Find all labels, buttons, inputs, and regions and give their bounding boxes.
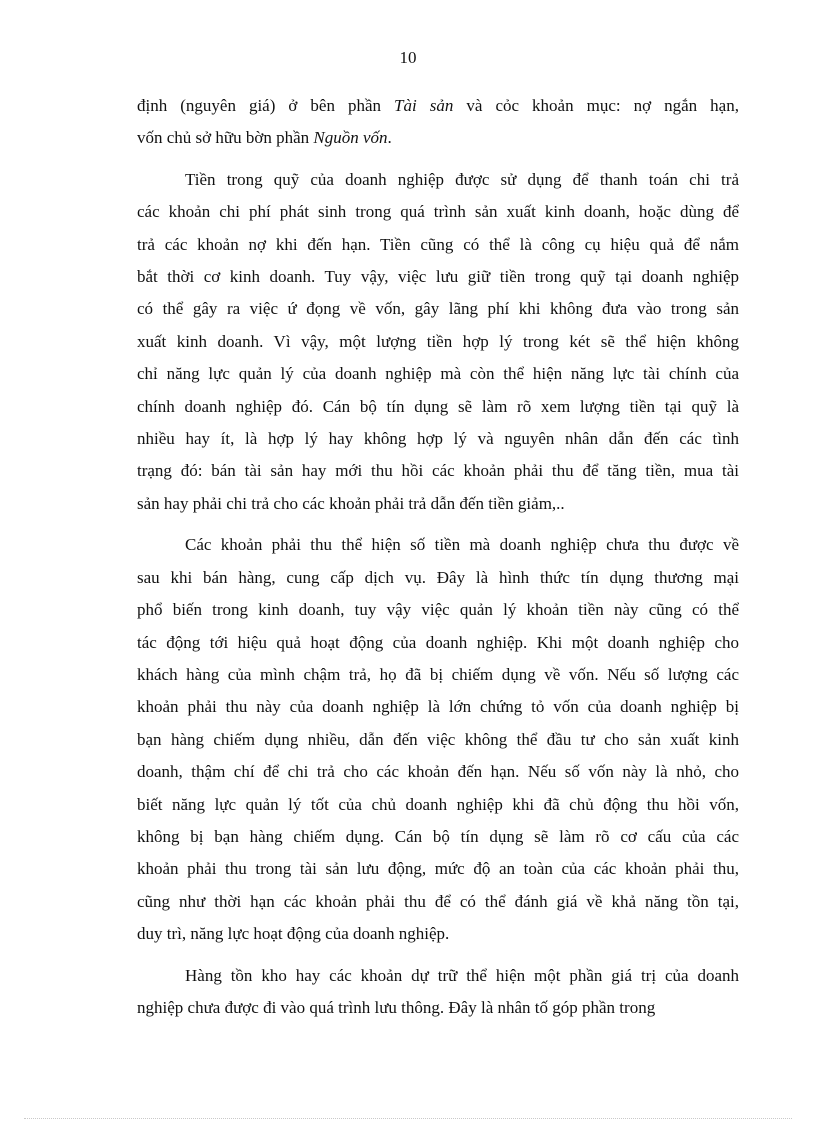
text-line: Hàng tồn kho hay các khoản dự trữ thể hiện một phần giá trị của doanh <box>185 965 739 985</box>
paragraph-4 <box>137 960 739 1025</box>
text-line: có thể gây ra việc ứ đọng về vốn, gây lãng phí khi không đưa vào trong sản <box>137 299 739 319</box>
text-line: trạng đó: bán tài sản hay mới thu hồi các khoản phải thu để tăng tiền, mua tài <box>137 461 739 481</box>
italic-term: Tài sản <box>394 96 454 115</box>
text-line: phổ biến trong kinh doanh, tuy vậy việc quản lý khoản tiền này cũng có thể <box>137 600 739 620</box>
text-line: bạn hàng chiếm dụng nhiều, dẫn đến việc không thể đầu tư cho sản xuất kinh <box>137 729 739 749</box>
text-line: Các khoản phải thu thể hiện số tiền mà doanh nghiệp chưa thu được về <box>185 535 739 555</box>
text-line: xuất kinh doanh. Vì vậy, một lượng tiền hợp lý trong két sẽ thể hiện không <box>137 331 739 351</box>
text-line: chính doanh nghiệp đó. Cán bộ tín dụng sẽ làm rõ xem lượng tiền tại quỹ là <box>137 396 739 416</box>
text-line: khách hàng của mình chậm trả, họ đã bị chiếm dụng về vốn. Nếu số lượng các <box>137 664 739 684</box>
text-line: nhiều hay ít, là hợp lý hay không hợp lý và nguyên nhân dẫn đến các tình <box>137 429 739 449</box>
paragraph-1 <box>137 90 739 155</box>
text-line: không bị bạn hàng chiếm dụng. Cán bộ tín dụng sẽ làm rõ cơ cấu của các <box>137 826 739 846</box>
text-line: chỉ năng lực quản lý của doanh nghiệp mà còn thể hiện năng lực tài chính của <box>137 364 739 384</box>
text-line: doanh, thậm chí để chi trả cho các khoản đến hạn. Nếu số vốn này là nhỏ, cho <box>137 762 739 782</box>
text-line: định (nguyên giá) ở bên phần Tài sản và cỏc khoản mục: nợ ngắn hạn, <box>137 96 739 115</box>
text-line: các khoản chi phí phát sinh trong quá trình sản xuất kinh doanh, hoặc dùng để <box>137 202 739 222</box>
text-line: sau khi bán hàng, cung cấp dịch vụ. Đây là hình thức tín dụng thương mại <box>137 567 739 587</box>
text-line: Tiền trong quỹ của doanh nghiệp được sử dụng để thanh toán chi trả <box>185 169 739 189</box>
text-line: vốn chủ sở hữu bờn phần Nguồn vốn. <box>137 128 392 148</box>
text-line: khoản phải thu trong tài sản lưu động, mức độ an toàn của các khoản phải thu, <box>137 859 739 879</box>
text-line: trả các khoản nợ khi đến hạn. Tiền cũng có thể là công cụ hiệu quả để nắm <box>137 234 739 254</box>
document-body <box>137 90 739 1033</box>
page-bottom-border <box>24 1118 792 1119</box>
text-line: sản hay phải chi trả cho các khoản phải trả dẫn đến tiền giảm,.. <box>137 493 565 513</box>
text-line: bắt thời cơ kinh doanh. Tuy vậy, việc lưu giữ tiền trong quỹ tại doanh nghiệp <box>137 267 739 287</box>
text-line: cũng như thời hạn các khoản phải thu để có thể đánh giá về khả năng tồn tại, <box>137 891 739 911</box>
paragraph-2 <box>137 164 739 520</box>
italic-term: Nguồn vốn <box>313 128 388 148</box>
text-line: tác động tới hiệu quả hoạt động của doanh nghiệp. Khi một doanh nghiệp cho <box>137 632 739 652</box>
page-number: 10 <box>399 48 417 67</box>
text-line: duy trì, năng lực hoạt động của doanh nghiệp. <box>137 924 450 944</box>
paragraph-3 <box>137 529 739 950</box>
text-line: nghiệp chưa được đi vào quá trình lưu thông. Đây là nhân tố góp phần trong <box>137 997 656 1017</box>
text-line: biết năng lực quản lý tốt của chủ doanh nghiệp khi đã chủ động thu hồi vốn, <box>137 794 739 814</box>
text-line: khoản phải thu này của doanh nghiệp là lớn chứng tỏ vốn của doanh nghiệp bị <box>137 697 739 717</box>
